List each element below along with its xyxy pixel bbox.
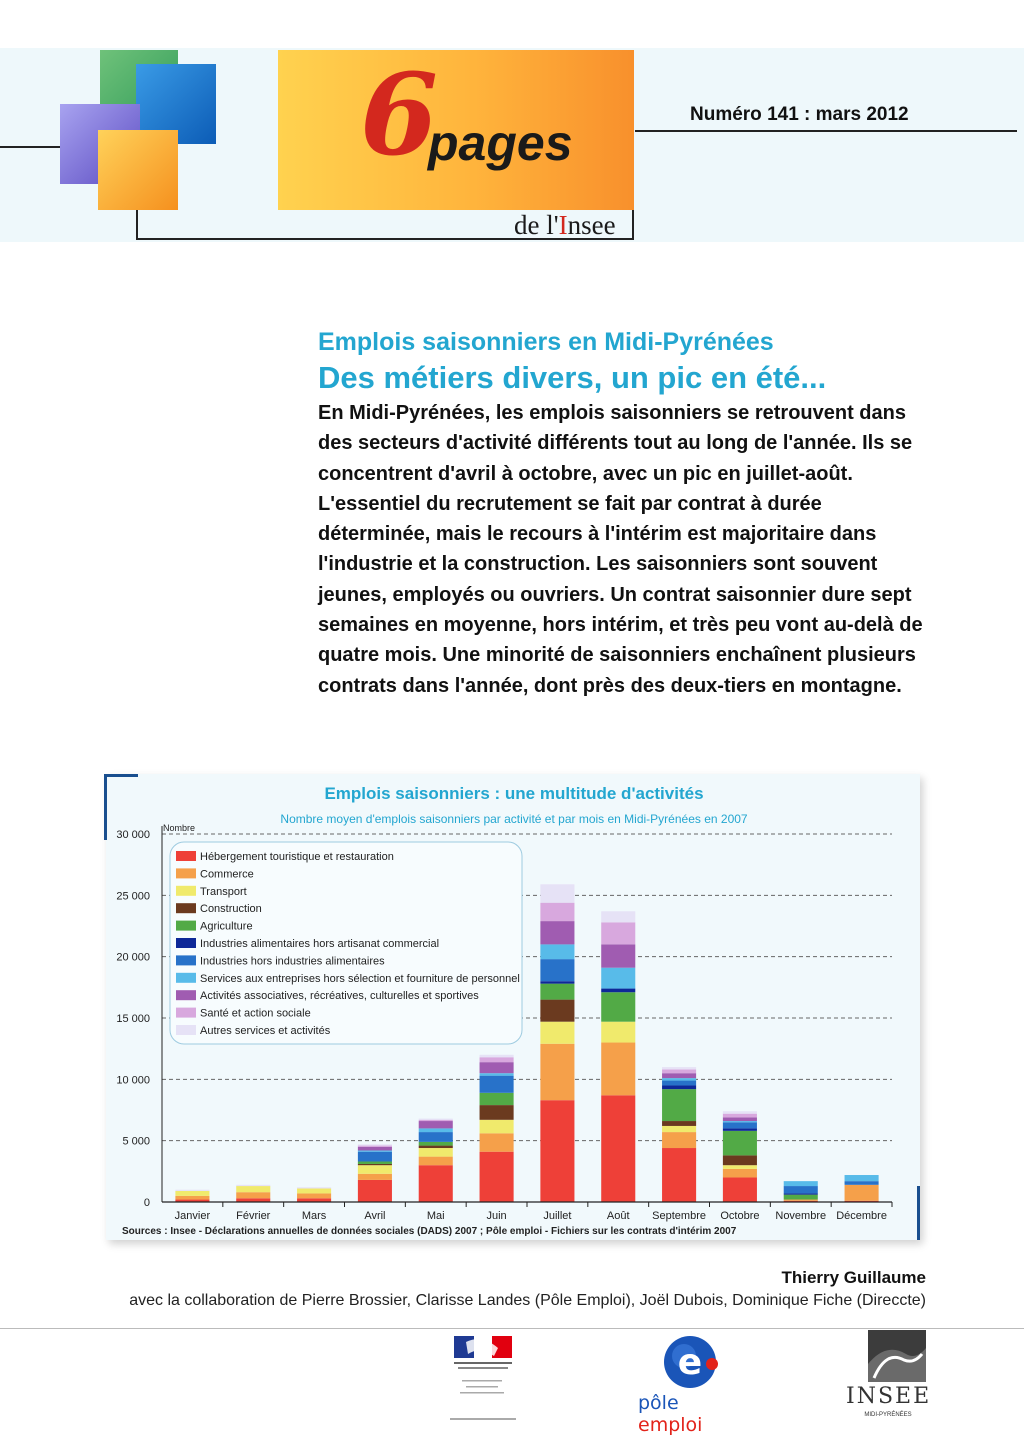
y-tick-label: 0 [143, 1197, 150, 1209]
article-lead: En Midi-Pyrénées, les emplois saisonniers se retrouvent dans des secteurs d'activité différents tout au long de l'année. Ils se concentrent d'avril à octobre, avec un pic en juillet-août. L'essentiel du recrutement se fait par contrat à durée déterminée, mais le recours à l'intérim est majoritaire dans l'industrie et la construction. Les saisonniers sont souvent jeunes, employés ou ouvriers. Un contrat saisonnier dure sept semaines en moyenne, hors intérim, et très peu vont au-delà de quatre mois. Une minorité de saisonniers enchaînent plusieurs contrats dans l'année, dont près des deux-tiers en montagne. [318, 402, 923, 697]
bar-segment [662, 1148, 696, 1202]
bar-segment [662, 1081, 696, 1086]
bar-segment [723, 1155, 757, 1165]
insee-wordmark: INSEE [846, 1384, 932, 1409]
bar-segment [419, 1146, 453, 1148]
insee-emblem-icon [846, 1328, 930, 1388]
bar-segment [480, 1057, 514, 1062]
legend-label: Industries alimentaires hors artisanat commercial [200, 938, 440, 950]
legend-label: Activités associatives, récréatives, culturelles et sportives [200, 990, 479, 1003]
bar-segment [358, 1174, 392, 1180]
y-tick-label: 5 000 [122, 1135, 150, 1148]
bar-segment [540, 1100, 574, 1202]
bar-segment [662, 1070, 696, 1074]
bar-segment [723, 1131, 757, 1156]
logo-number: 6 [360, 50, 438, 181]
bar-segment [236, 1186, 270, 1192]
legend-swatch [176, 851, 196, 861]
bar-segment [723, 1121, 757, 1122]
bar-segment [419, 1132, 453, 1142]
bar-segment [297, 1187, 331, 1188]
bar-segment [784, 1181, 818, 1186]
logo-word: pages [428, 115, 573, 171]
bar-segment [723, 1177, 757, 1202]
legend-label: Construction [200, 903, 262, 916]
logo-subtitle-rest: nsee [567, 210, 616, 240]
x-tick-label: Octobre [720, 1210, 760, 1222]
bar-segment [419, 1120, 453, 1121]
chart-subtitle: Nombre moyen d'emplois saisonniers par activité et par mois en Midi-Pyrénées en 2007 [280, 812, 748, 826]
legend-swatch [176, 990, 196, 1000]
bar-segment [540, 984, 574, 1000]
legend-label: Hébergement touristique et restauration [200, 851, 394, 863]
bar-segment [480, 1062, 514, 1073]
bar-segment [480, 1076, 514, 1093]
author-name: Thierry Guillaume [781, 1268, 926, 1287]
y-tick-label: 20 000 [116, 951, 150, 964]
y-axis-label: Nombre [163, 823, 196, 833]
legend-swatch [176, 868, 196, 878]
legend-swatch [176, 903, 196, 913]
bar-segment [236, 1192, 270, 1198]
bar-segment [480, 1073, 514, 1075]
pole-emploi-wordmark [638, 1392, 746, 1436]
bar-segment [297, 1189, 331, 1194]
legend-swatch [176, 955, 196, 965]
bar-segment [175, 1196, 209, 1200]
x-tick-label: Mars [301, 1210, 327, 1222]
bar-segment [601, 968, 635, 989]
x-tick-label: Août [606, 1210, 630, 1222]
bar-segment [540, 944, 574, 959]
x-tick-label: Février [236, 1210, 271, 1222]
bar-segment [419, 1128, 453, 1132]
bar-segment [601, 944, 635, 967]
bar-segment [662, 1073, 696, 1078]
pole-emploi-word-2: emploi [638, 1414, 703, 1436]
legend-swatch [176, 921, 196, 931]
bar-segment [601, 1043, 635, 1096]
logo-subtitle-prefix: de l' [514, 210, 559, 240]
bar-segment [723, 1117, 757, 1121]
x-tick-label: Juin [486, 1210, 507, 1222]
bar-segment [723, 1128, 757, 1130]
bar-segment [662, 1121, 696, 1126]
bar-segment [297, 1193, 331, 1198]
legend-swatch [176, 973, 196, 983]
bar-segment [723, 1114, 757, 1118]
bar-segment [723, 1169, 757, 1178]
bar-segment [601, 1022, 635, 1043]
bar-segment [662, 1126, 696, 1132]
legend-label: Commerce [200, 868, 254, 881]
bar-segment [480, 1093, 514, 1105]
republique-francaise-logo [446, 1334, 518, 1422]
bar-segment [358, 1164, 392, 1165]
bar-segment [175, 1191, 209, 1196]
bar-segment [419, 1165, 453, 1202]
x-tick-label: Décembre [836, 1210, 887, 1222]
bar-segment [723, 1165, 757, 1169]
bar-segment [419, 1119, 453, 1120]
bar-segment [540, 921, 574, 944]
bar-segment [358, 1146, 392, 1147]
legend-swatch [176, 1025, 196, 1035]
bar-segment [419, 1157, 453, 1166]
bar-segment [845, 1185, 879, 1201]
bar-segment [662, 1132, 696, 1148]
x-tick-label: Septembre [652, 1210, 706, 1222]
bar-segment [784, 1200, 818, 1201]
bar-segment [662, 1089, 696, 1121]
chart-title: Emplois saisonniers : une multitude d'activités [324, 784, 704, 803]
y-tick-label: 10 000 [116, 1074, 150, 1087]
bar-segment [540, 981, 574, 983]
x-tick-label: Novembre [775, 1210, 827, 1222]
pole-emploi-logo [636, 1334, 746, 1436]
logo-subtitle-initial: I [558, 210, 568, 240]
y-tick-label: 25 000 [116, 890, 150, 903]
insee-logo [846, 1328, 930, 1424]
bar-segment [236, 1185, 270, 1186]
legend-label: Services aux entreprises hors sélection et fourniture de personnel [200, 972, 520, 985]
bar-segment [358, 1162, 392, 1164]
legend-swatch [176, 886, 196, 896]
bar-segment [358, 1150, 392, 1151]
bar-segment [601, 1095, 635, 1202]
x-tick-label: Juillet [543, 1210, 572, 1222]
bar-segment [662, 1067, 696, 1069]
article-headline: Des métiers divers, un pic en été... [318, 360, 827, 395]
chart-source: Sources : Insee - Déclarations annuelles de données sociales (DADS) 2007 ; Pôle emploi - Fichiers sur les contrats d'intérim 2007 [122, 1226, 737, 1237]
y-tick-label: 30 000 [116, 829, 150, 841]
legend-swatch [176, 938, 196, 948]
x-tick-label: Avril [364, 1210, 386, 1222]
bar-segment [601, 992, 635, 1021]
y-tick-label: 15 000 [116, 1013, 150, 1025]
bar-segment [358, 1180, 392, 1202]
bar-segment [358, 1147, 392, 1151]
bar-segment [540, 1044, 574, 1100]
bar-segment [358, 1165, 392, 1174]
bar-segment [358, 1144, 392, 1145]
legend-label: Agriculture [200, 920, 253, 933]
bar-segment [480, 1152, 514, 1202]
pole-emploi-globe-icon [636, 1334, 746, 1394]
issue-number: Numéro 141 : mars 2012 [690, 104, 909, 125]
bar-segment [480, 1105, 514, 1120]
bar-segment [662, 1085, 696, 1089]
insee-region: MIDI-PYRÉNÉES [864, 1412, 912, 1418]
bar-segment [540, 1000, 574, 1022]
bar-segment [175, 1190, 209, 1191]
legend-swatch [176, 1008, 196, 1018]
bar-segment [540, 959, 574, 981]
bar-segment [601, 911, 635, 922]
author-collaboration: avec la collaboration de Pierre Brossier, Clarisse Landes (Pôle Emploi), Joël Dubois, Dominique Fiche (Direccte) [129, 1292, 926, 1309]
bar-segment [601, 922, 635, 944]
bar-segment [601, 989, 635, 993]
bar-segment [419, 1142, 453, 1146]
bar-segment [480, 1133, 514, 1151]
bar-segment [419, 1148, 453, 1157]
bar-segment [540, 884, 574, 902]
bar-segment [540, 903, 574, 921]
bar-segment [723, 1111, 757, 1113]
bar-segment [784, 1186, 818, 1193]
bar-segment [480, 1055, 514, 1057]
bar-segment [358, 1152, 392, 1162]
x-tick-label: Mai [426, 1210, 445, 1222]
svg-text:e: e [677, 1342, 703, 1383]
legend-label: Transport [200, 885, 247, 898]
bar-segment [723, 1122, 757, 1128]
article-kicker: Emplois saisonniers en Midi-Pyrénées [318, 328, 774, 356]
legend-label: Santé et action sociale [200, 1007, 311, 1020]
bar-segment [784, 1193, 818, 1194]
bar-segment [662, 1078, 696, 1080]
bar-segment [845, 1175, 879, 1181]
pole-emploi-word-1: pôle [638, 1392, 679, 1414]
bar-segment [540, 1022, 574, 1044]
bar-segment [419, 1121, 453, 1128]
x-tick-label: Janvier [174, 1210, 211, 1222]
bar-segment [480, 1120, 514, 1133]
legend-label: Autres services et activités [200, 1025, 331, 1037]
legend-label: Industries hors industries alimentaires [200, 955, 385, 968]
bar-segment [845, 1181, 879, 1185]
bar-segment [784, 1195, 818, 1200]
